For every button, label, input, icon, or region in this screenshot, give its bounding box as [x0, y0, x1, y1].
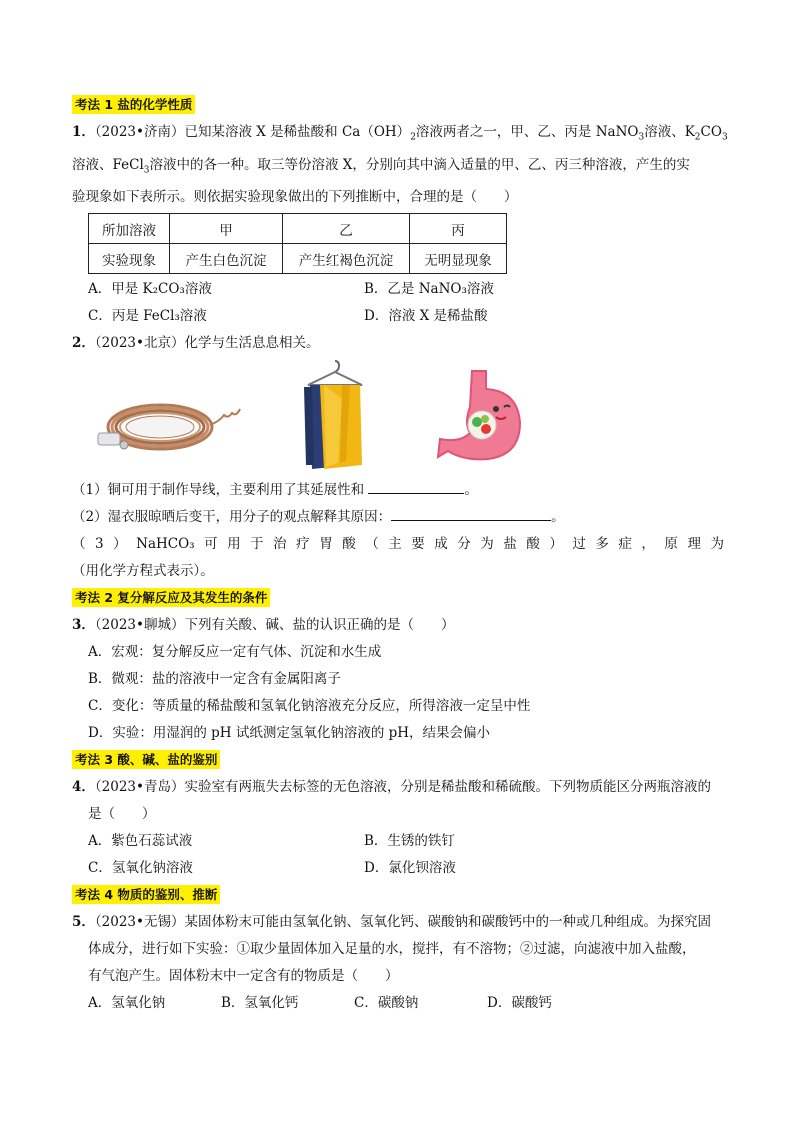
- clothes-image: [290, 357, 380, 475]
- section-4-heading: 考法 4 物质的鉴别、推断: [72, 885, 220, 904]
- q2-part-1-text: （1）铜可用于制作导线，主要利用了其延展性和: [72, 482, 365, 499]
- q4-options-row-2: [72, 855, 724, 882]
- q2-part-3-word: 过: [572, 536, 586, 553]
- table-cell: 丙: [410, 214, 507, 244]
- q2-part-3-word: 胃: [319, 536, 333, 553]
- q2-part-2-end: 。: [551, 509, 565, 526]
- q3-stem-line: [72, 612, 724, 639]
- q2-part-3-word: ）: [113, 536, 127, 553]
- q5-line-1: [72, 909, 724, 936]
- q2-stem-line: [72, 330, 724, 357]
- q4-option-b[interactable]: B．生锈的铁钉: [364, 833, 455, 850]
- q1-number: 1．: [72, 124, 95, 140]
- q2-part-3-word: 酸: [342, 536, 356, 553]
- q4-number: 4．: [72, 779, 95, 796]
- q1-line-1: [72, 119, 728, 152]
- worksheet-page: [72, 92, 728, 1017]
- q1-line-3: 验现象如下表所示。则依据实验现象做出的下列推断中，合理的是（ ）: [72, 189, 518, 206]
- q2-part-3-word: ）: [549, 536, 563, 553]
- table-cell: 所加溶液: [89, 214, 170, 244]
- q2-part-3-word: 主: [388, 536, 402, 553]
- q5-line-3: 有气泡产生。固体粉末中一定含有的物质是（ ）: [88, 968, 399, 985]
- q2-part-2-answer-blank[interactable]: [391, 506, 551, 521]
- q2-stem: （2023•北京）化学与生活息息相关。: [94, 335, 320, 352]
- q5-option-a[interactable]: A．氢氧化钠: [88, 995, 166, 1012]
- q2-part-3-word: 症: [618, 536, 632, 553]
- q1-text-a: （2023•济南）已知某溶液 X 是稀盐酸和 Ca（OH）: [94, 124, 411, 140]
- table-cell: 无明显现象: [410, 244, 507, 274]
- q1-results-table: [88, 213, 507, 274]
- q2-part-3-word: 治: [273, 536, 287, 553]
- q2-part-3-line-2: （用化学方程式表示）。: [72, 563, 214, 580]
- q4-options-row-1: [72, 828, 724, 855]
- q2-part-3-word: 3: [95, 536, 104, 553]
- q2-part-2-text: （2）湿衣服晾晒后变干，用分子的观点解释其原因：: [72, 509, 392, 526]
- q1-sub-1: 2: [410, 132, 416, 143]
- q2-images: [72, 357, 724, 477]
- q2-part-3-word: 原: [664, 536, 678, 553]
- q5-line-2: 体成分，进行如下实验：①取少量固体加入足量的水，搅拌，有不溶物；②过滤，向滤液中加入盐酸，: [88, 941, 696, 958]
- table-row: [89, 214, 507, 244]
- q3-option-b[interactable]: B．微观：盐的溶液中一定含有金属阳离子: [88, 671, 341, 688]
- q5-option-b[interactable]: B．氢氧化钙: [221, 995, 299, 1012]
- q2-part-2: [72, 504, 724, 531]
- q1-text-2c: 溶液中的各一种。取三等份溶液 X，分别向其中滴入适量的甲、乙、丙三种溶液，产生的实: [149, 156, 690, 173]
- q4-option-a[interactable]: A．紫色石蕊试液: [88, 833, 193, 850]
- q2-part-3-word: 要: [411, 536, 425, 553]
- q2-part-3-word: 疗: [296, 536, 310, 553]
- q3-option-c[interactable]: C．变化：等质量的稀盐酸和氢氧化钠溶液充分反应，所得溶液一定呈中性: [88, 698, 531, 715]
- q1-options-row-2: [72, 303, 724, 330]
- table-cell: 甲: [170, 214, 283, 244]
- q2-part-3-word: 为: [480, 536, 494, 553]
- q3-option-a[interactable]: A．宏观：复分解反应一定有气体、沉淀和水生成: [88, 644, 382, 661]
- q4-stem-line: [72, 774, 724, 801]
- table-cell: 实验现象: [89, 244, 170, 274]
- q5-option-d[interactable]: D．碳酸钙: [487, 995, 552, 1012]
- q5-options-row: [72, 990, 724, 1017]
- q1-text-g: CO: [700, 124, 722, 140]
- section-1-heading: 考法 1 盐的化学性质: [72, 95, 195, 114]
- q2-part-3-word: 盐: [503, 536, 517, 553]
- q1-sub-3: 2: [694, 132, 701, 143]
- q3-number: 3．: [72, 617, 95, 634]
- q1-options-row-1: [72, 276, 724, 303]
- q1-sub-5: 3: [143, 165, 150, 176]
- q5-option-c[interactable]: C．碳酸钠: [354, 995, 419, 1012]
- q2-part-3-word: ，: [641, 536, 655, 553]
- q1-text-c: 溶液两者之一，甲、乙、丙是 NaNO: [415, 124, 639, 140]
- q2-part-1-answer-blank[interactable]: [368, 479, 464, 494]
- q2-part-3-word: 酸: [526, 536, 540, 553]
- q5-text-1: （2023•无锡）某固体粉末可能由氢氧化钠、氢氧化钙、碳酸钠和碳酸钙中的一种或几种组成。为探究固: [94, 914, 711, 931]
- q1-option-c[interactable]: C．丙是 FeCl₃溶液: [88, 308, 207, 325]
- copper-wire-image: [90, 387, 250, 459]
- q2-part-3-word: （: [72, 536, 86, 553]
- q1-option-a[interactable]: A．甲是 K₂CO₃溶液: [88, 281, 212, 298]
- q4-stem-line-2: 是（ ）: [88, 806, 156, 823]
- q2-part-3-word: 于: [250, 536, 264, 553]
- q2-part-3-word: NaHCO₃: [136, 536, 195, 553]
- q1-option-d[interactable]: D．溶液 X 是稀盐酸: [364, 308, 488, 325]
- q2-part-3-word: 可: [204, 536, 218, 553]
- q2-part-3-line: [72, 531, 724, 558]
- q2-part-3-word: 为: [710, 536, 724, 553]
- q2-part-3-word: 理: [687, 536, 701, 553]
- table-row: [89, 244, 507, 274]
- q3-option-d[interactable]: D．实验：用湿润的 pH 试纸测定氢氧化钠溶液的 pH，结果会偏小: [88, 725, 491, 742]
- q2-number: 2．: [72, 335, 95, 352]
- q1-text-e: 溶液、K: [644, 124, 695, 140]
- q5-number: 5．: [72, 914, 95, 931]
- section-3-heading: 考法 3 酸、碱、盐的鉴别: [72, 750, 220, 769]
- q2-part-1: [72, 477, 724, 504]
- q2-part-3-word: 多: [595, 536, 609, 553]
- q3-stem: （2023•聊城）下列有关酸、碱、盐的认识正确的是（ ）: [94, 617, 455, 634]
- q1-sub-2: 3: [638, 132, 645, 143]
- q1-text-2a: 溶液、FeCl: [72, 156, 144, 173]
- table-cell: 产生红褐色沉淀: [283, 244, 410, 274]
- q1-sub-4: 3: [721, 132, 728, 143]
- q1-option-b[interactable]: B．乙是 NaNO₃溶液: [364, 281, 494, 298]
- q1-line-2: [72, 152, 724, 185]
- section-2-heading: 考法 2 复分解反应及其发生的条件: [72, 588, 270, 607]
- q4-option-c[interactable]: C．氢氧化钠溶液: [88, 860, 193, 877]
- q4-stem: （2023•青岛）实验室有两瓶失去标签的无色溶液，分别是稀盐酸和稀硫酸。下列物质能区分两瓶溶液的: [94, 779, 711, 796]
- table-cell: 产生白色沉淀: [170, 244, 283, 274]
- q2-part-3-word: （: [365, 536, 379, 553]
- table-cell: 乙: [283, 214, 410, 244]
- q2-part-3-word: 用: [227, 536, 241, 553]
- q2-part-1-end: 。: [464, 482, 478, 499]
- q2-part-3-word: 分: [457, 536, 471, 553]
- stomach-image: [434, 367, 534, 467]
- q4-option-d[interactable]: D．氯化钡溶液: [364, 860, 456, 877]
- q2-part-3-word: 成: [434, 536, 448, 553]
